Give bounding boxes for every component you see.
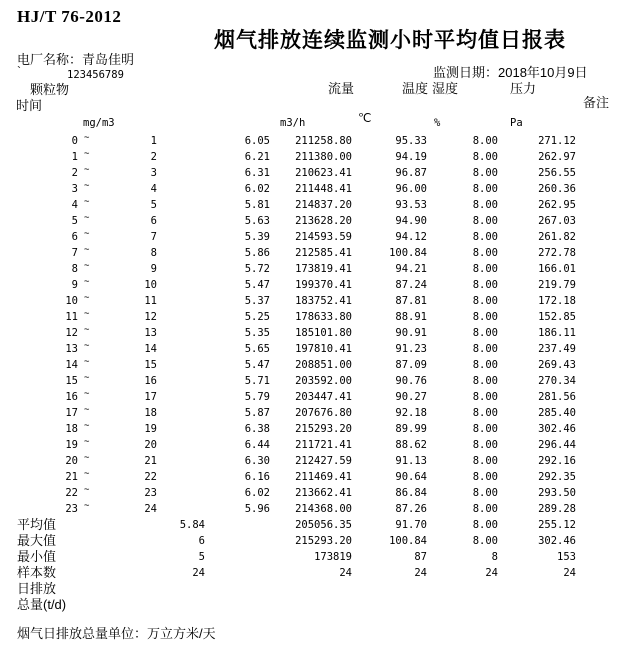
cell-dust: 5.65 (244, 343, 270, 355)
cell-hour-end: 20 (144, 439, 157, 451)
cell-temperature: 90.27 (395, 391, 427, 403)
cell-temperature: 90.64 (395, 471, 427, 483)
cell-hour-start: 22 (65, 487, 78, 499)
cell-dust: 5.72 (244, 263, 270, 275)
cell-pressure: 302.46 (538, 535, 576, 547)
cell-pressure: 292.16 (538, 455, 576, 467)
cell-tilde: ~ (84, 373, 90, 383)
cell-humidity: 8.00 (472, 199, 498, 211)
cell-hour-start: 20 (65, 455, 78, 467)
cell-temperature: 88.62 (395, 439, 427, 451)
cell-flow: 212585.41 (295, 247, 352, 259)
cell-flow: 211721.41 (295, 439, 352, 451)
summary-row (0, 517, 643, 533)
cell-humidity: 8.00 (472, 183, 498, 195)
monitor-date-label: 监测日期： (433, 65, 499, 80)
summary-label: 最小值 (17, 549, 57, 564)
cell-hour-end: 6 (150, 215, 157, 227)
cell-dust: 5.86 (244, 247, 270, 259)
column-header-humidity: 湿度 (432, 81, 459, 96)
cell-temperature: 87 (414, 551, 427, 563)
column-header-pressure: 压力 (510, 81, 537, 96)
cell-dust: 6.44 (244, 439, 270, 451)
monitor-date-line (433, 66, 588, 80)
cell-hour-end: 22 (144, 471, 157, 483)
cell-humidity: 8.00 (472, 279, 498, 291)
cell-temperature: 91.70 (395, 519, 427, 531)
cell-tilde: ~ (84, 437, 90, 447)
cell-hour-start: 12 (65, 327, 78, 339)
cell-flow: 185101.80 (295, 327, 352, 339)
plant-code: 123456789 (67, 69, 124, 81)
cell-hour-start: 18 (65, 423, 78, 435)
cell-humidity: 8.00 (472, 231, 498, 243)
cell-temperature: 95.33 (395, 135, 427, 147)
cell-pressure: 302.46 (538, 423, 576, 435)
cell-hour-end: 1 (150, 135, 157, 147)
cell-flow: 207676.80 (295, 407, 352, 419)
cell-flow: 211448.41 (295, 183, 352, 195)
cell-humidity: 8.00 (472, 455, 498, 467)
cell-tilde: ~ (84, 357, 90, 367)
cell-dust: 6.30 (244, 455, 270, 467)
cell-temperature: 100.84 (389, 535, 427, 547)
summary-row (0, 565, 643, 581)
cell-tilde: ~ (84, 341, 90, 351)
cell-hour-end: 21 (144, 455, 157, 467)
cell-hour-start: 5 (71, 215, 78, 227)
cell-pressure: 262.97 (538, 151, 576, 163)
cell-hour-start: 23 (65, 503, 78, 515)
cell-pressure: 166.01 (538, 263, 576, 275)
cell-temperature: 91.13 (395, 455, 427, 467)
plant-name-line (17, 53, 134, 67)
cell-flow: 214837.20 (295, 199, 352, 211)
unit-dust: mg/m3 (83, 117, 115, 129)
cell-temperature: 87.09 (395, 359, 427, 371)
cell-tilde: ~ (84, 421, 90, 431)
cell-hour-end: 19 (144, 423, 157, 435)
cell-humidity: 8.00 (472, 423, 498, 435)
cell-pressure: 219.79 (538, 279, 576, 291)
cell-temperature: 91.23 (395, 343, 427, 355)
cell-dust: 5.47 (244, 359, 270, 371)
cell-tilde: ~ (84, 261, 90, 271)
unit-pressure: Pa (510, 117, 523, 129)
cell-humidity: 8.00 (472, 151, 498, 163)
cell-humidity: 8.00 (472, 503, 498, 515)
cell-flow: 208851.00 (295, 359, 352, 371)
cell-pressure: 172.18 (538, 295, 576, 307)
cell-temperature: 87.81 (395, 295, 427, 307)
summary-row (0, 549, 643, 565)
cell-dust: 5.71 (244, 375, 270, 387)
cell-humidity: 8.00 (472, 375, 498, 387)
cell-flow: 213662.41 (295, 487, 352, 499)
cell-hour-start: 0 (71, 135, 78, 147)
cell-temperature: 92.18 (395, 407, 427, 419)
summary-label: 最大值 (17, 533, 57, 548)
cell-pressure: 293.50 (538, 487, 576, 499)
column-header-dust: 颗粒物 (30, 82, 70, 97)
cell-tilde: ~ (84, 485, 90, 495)
cell-pressure: 296.44 (538, 439, 576, 451)
cell-humidity: 8.00 (472, 167, 498, 179)
cell-dust: 6.02 (244, 183, 270, 195)
cell-hour-end: 2 (150, 151, 157, 163)
cell-hour-end: 23 (144, 487, 157, 499)
cell-pressure: 270.34 (538, 375, 576, 387)
cell-hour-end: 4 (150, 183, 157, 195)
cell-hour-end: 16 (144, 375, 157, 387)
cell-temperature: 93.53 (395, 199, 427, 211)
cell-pressure: 292.35 (538, 471, 576, 483)
cell-hour-start: 8 (71, 263, 78, 275)
cell-temperature: 94.21 (395, 263, 427, 275)
plant-name-value: 青岛佳明 (82, 52, 135, 67)
summary-label: 样本数 (17, 565, 57, 580)
cell-humidity: 8.00 (472, 535, 498, 547)
cell-humidity: 8.00 (472, 327, 498, 339)
cell-tilde: ~ (84, 453, 90, 463)
cell-dust: 5.35 (244, 327, 270, 339)
cell-hour-end: 11 (144, 295, 157, 307)
cell-hour-end: 13 (144, 327, 157, 339)
cell-temperature: 87.26 (395, 503, 427, 515)
cell-dust: 6.21 (244, 151, 270, 163)
cell-hour-end: 3 (150, 167, 157, 179)
cell-pressure: 261.82 (538, 231, 576, 243)
cell-hour-start: 13 (65, 343, 78, 355)
cell-temperature: 94.12 (395, 231, 427, 243)
cell-hour-end: 18 (144, 407, 157, 419)
cell-temperature: 94.19 (395, 151, 427, 163)
cell-pressure: 256.55 (538, 167, 576, 179)
cell-hour-end: 10 (144, 279, 157, 291)
column-header-time: 时间 (16, 98, 43, 113)
cell-humidity: 8.00 (472, 295, 498, 307)
cell-humidity: 8.00 (472, 391, 498, 403)
cell-dust: 5.81 (244, 199, 270, 211)
cell-hour-end: 9 (150, 263, 157, 275)
cell-dust: 5.37 (244, 295, 270, 307)
cell-pressure: 24 (563, 567, 576, 579)
cell-dust: 24 (192, 567, 205, 579)
backtick-mark: ` (17, 64, 21, 78)
cell-tilde: ~ (84, 405, 90, 415)
cell-hour-start: 15 (65, 375, 78, 387)
cell-hour-end: 15 (144, 359, 157, 371)
cell-dust: 5.47 (244, 279, 270, 291)
cell-temperature: 96.87 (395, 167, 427, 179)
cell-temperature: 94.90 (395, 215, 427, 227)
cell-tilde: ~ (84, 149, 90, 159)
footer-unit-note: 烟气日排放总量单位：万立方米/天 (17, 626, 216, 641)
cell-hour-end: 17 (144, 391, 157, 403)
column-header-temperature: 温度 (402, 81, 429, 96)
cell-hour-start: 21 (65, 471, 78, 483)
cell-humidity: 8.00 (472, 343, 498, 355)
cell-tilde: ~ (84, 213, 90, 223)
cell-tilde: ~ (84, 229, 90, 239)
cell-humidity: 8.00 (472, 407, 498, 419)
cell-humidity: 8.00 (472, 471, 498, 483)
cell-tilde: ~ (84, 165, 90, 175)
cell-humidity: 8.00 (472, 215, 498, 227)
cell-flow: 210623.41 (295, 167, 352, 179)
cell-humidity: 8.00 (472, 359, 498, 371)
unit-humidity: % (434, 117, 441, 129)
summary-row (0, 533, 643, 549)
standard-code: HJ/T 76-2012 (17, 7, 122, 26)
cell-tilde: ~ (84, 181, 90, 191)
summary-row (0, 581, 643, 597)
cell-pressure: 271.12 (538, 135, 576, 147)
cell-hour-end: 7 (150, 231, 157, 243)
cell-temperature: 86.84 (395, 487, 427, 499)
cell-pressure: 281.56 (538, 391, 576, 403)
cell-pressure: 255.12 (538, 519, 576, 531)
cell-flow: 211258.80 (295, 135, 352, 147)
cell-dust: 5.63 (244, 215, 270, 227)
cell-dust: 6.31 (244, 167, 270, 179)
cell-humidity: 8 (491, 551, 498, 563)
cell-hour-start: 16 (65, 391, 78, 403)
cell-temperature: 87.24 (395, 279, 427, 291)
cell-humidity: 24 (485, 567, 498, 579)
cell-pressure: 237.49 (538, 343, 576, 355)
cell-dust: 5.87 (244, 407, 270, 419)
cell-tilde: ~ (84, 389, 90, 399)
cell-flow: 214368.00 (295, 503, 352, 515)
cell-hour-end: 5 (150, 199, 157, 211)
cell-flow: 24 (339, 567, 352, 579)
cell-pressure: 262.95 (538, 199, 576, 211)
cell-flow: 203592.00 (295, 375, 352, 387)
cell-flow: 199370.41 (295, 279, 352, 291)
cell-flow: 197810.41 (295, 343, 352, 355)
column-header-flow: 流量 (328, 81, 355, 96)
report-title: 烟气排放连续监测小时平均值日报表 (214, 29, 566, 52)
cell-hour-start: 7 (71, 247, 78, 259)
summary-label: 总量(t/d) (17, 597, 67, 612)
cell-hour-end: 12 (144, 311, 157, 323)
cell-humidity: 8.00 (472, 311, 498, 323)
cell-dust: 5 (198, 551, 205, 563)
cell-pressure: 285.40 (538, 407, 576, 419)
cell-dust: 5.96 (244, 503, 270, 515)
unit-flow: m3/h (280, 117, 306, 129)
cell-dust: 6.16 (244, 471, 270, 483)
cell-hour-start: 14 (65, 359, 78, 371)
cell-flow: 203447.41 (295, 391, 352, 403)
cell-temperature: 88.91 (395, 311, 427, 323)
cell-pressure: 260.36 (538, 183, 576, 195)
summary-label: 平均值 (17, 517, 57, 532)
cell-pressure: 152.85 (538, 311, 576, 323)
cell-flow: 212427.59 (295, 455, 352, 467)
cell-flow: 173819 (314, 551, 352, 563)
cell-hour-start: 6 (71, 231, 78, 243)
cell-flow: 205056.35 (295, 519, 352, 531)
cell-tilde: ~ (84, 309, 90, 319)
cell-pressure: 186.11 (538, 327, 576, 339)
cell-tilde: ~ (84, 245, 90, 255)
cell-flow: 173819.41 (295, 263, 352, 275)
cell-tilde: ~ (84, 293, 90, 303)
cell-humidity: 8.00 (472, 135, 498, 147)
cell-humidity: 8.00 (472, 487, 498, 499)
cell-temperature: 96.00 (395, 183, 427, 195)
cell-flow: 183752.41 (295, 295, 352, 307)
cell-flow: 215293.20 (295, 423, 352, 435)
cell-temperature: 24 (414, 567, 427, 579)
summary-label: 日排放 (17, 581, 57, 596)
cell-flow: 211469.41 (295, 471, 352, 483)
cell-pressure: 267.03 (538, 215, 576, 227)
cell-hour-end: 8 (150, 247, 157, 259)
cell-dust: 6 (198, 535, 205, 547)
cell-hour-end: 24 (144, 503, 157, 515)
cell-tilde: ~ (84, 469, 90, 479)
cell-dust: 5.39 (244, 231, 270, 243)
cell-dust: 5.79 (244, 391, 270, 403)
cell-pressure: 269.43 (538, 359, 576, 371)
cell-hour-start: 17 (65, 407, 78, 419)
summary-row (0, 597, 643, 613)
cell-hour-start: 3 (71, 183, 78, 195)
cell-hour-start: 4 (71, 199, 78, 211)
cell-flow: 178633.80 (295, 311, 352, 323)
cell-hour-start: 19 (65, 439, 78, 451)
cell-flow: 215293.20 (295, 535, 352, 547)
cell-flow: 214593.59 (295, 231, 352, 243)
cell-hour-start: 10 (65, 295, 78, 307)
plant-name-label: 电厂名称： (17, 52, 83, 67)
cell-humidity: 8.00 (472, 519, 498, 531)
cell-pressure: 272.78 (538, 247, 576, 259)
cell-tilde: ~ (84, 325, 90, 335)
table-row (0, 501, 643, 517)
unit-temperature: ℃ (358, 111, 372, 125)
cell-humidity: 8.00 (472, 263, 498, 275)
cell-pressure: 153 (557, 551, 576, 563)
cell-dust: 5.84 (179, 519, 205, 531)
cell-hour-start: 1 (71, 151, 78, 163)
cell-tilde: ~ (84, 197, 90, 207)
cell-pressure: 289.28 (538, 503, 576, 515)
cell-tilde: ~ (84, 277, 90, 287)
cell-humidity: 8.00 (472, 247, 498, 259)
cell-dust: 6.05 (244, 135, 270, 147)
cell-flow: 213628.20 (295, 215, 352, 227)
cell-dust: 5.25 (244, 311, 270, 323)
cell-temperature: 90.76 (395, 375, 427, 387)
cell-tilde: ~ (84, 501, 90, 511)
cell-tilde: ~ (84, 133, 90, 143)
cell-temperature: 89.99 (395, 423, 427, 435)
cell-temperature: 100.84 (389, 247, 427, 259)
cell-humidity: 8.00 (472, 439, 498, 451)
cell-dust: 6.02 (244, 487, 270, 499)
cell-hour-start: 2 (71, 167, 78, 179)
column-header-remark: 备注 (583, 95, 610, 110)
cell-hour-end: 14 (144, 343, 157, 355)
cell-temperature: 90.91 (395, 327, 427, 339)
cell-flow: 211380.00 (295, 151, 352, 163)
cell-hour-start: 9 (71, 279, 78, 291)
cell-hour-start: 11 (65, 311, 78, 323)
cell-dust: 6.38 (244, 423, 270, 435)
monitor-date-value: 2018年10月9日 (498, 65, 588, 80)
